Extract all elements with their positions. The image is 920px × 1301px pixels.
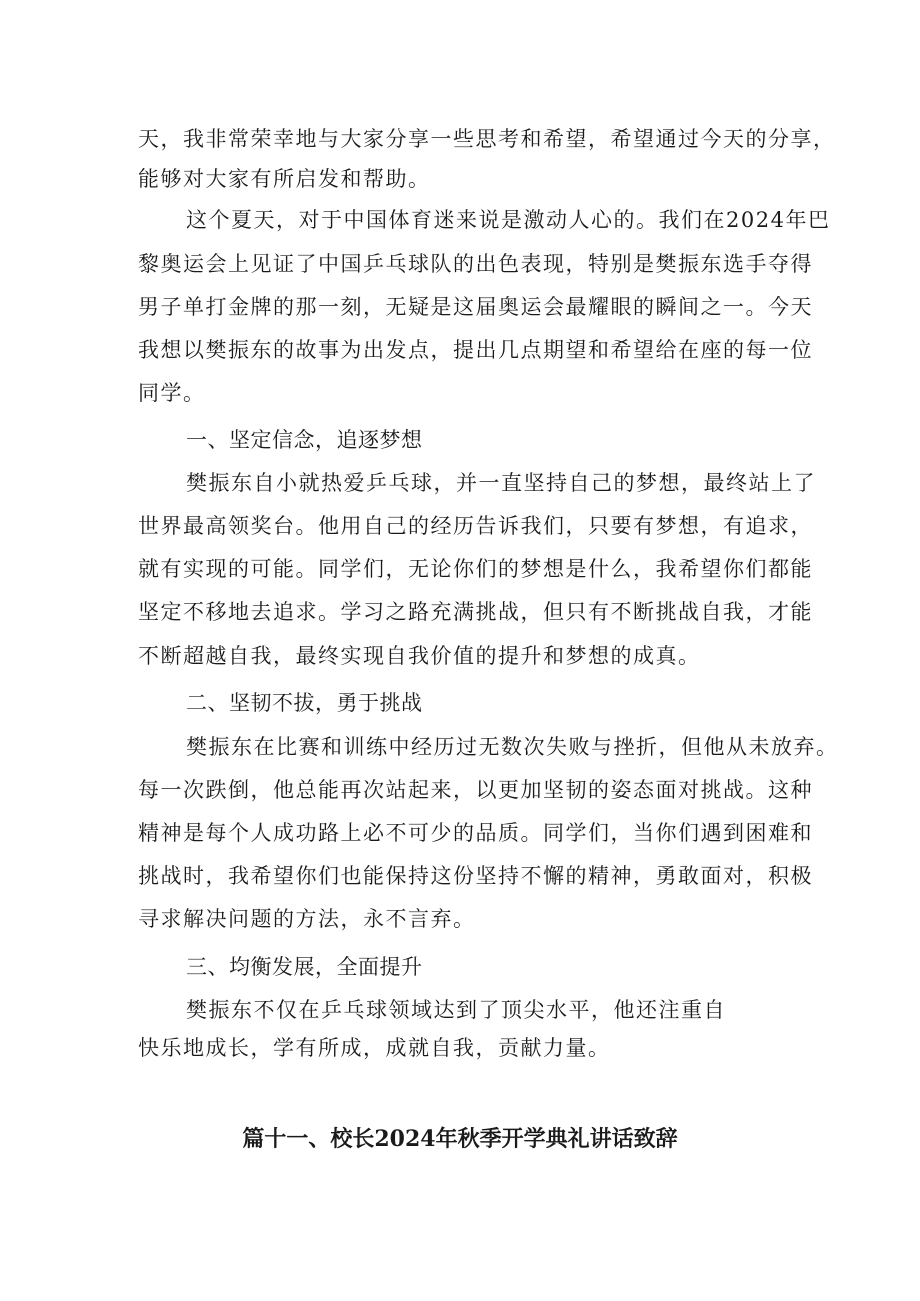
summer-paragraph-line-5: 同学。 — [138, 381, 206, 405]
summer-paragraph-line-2: 黎奥运会上见证了中国乒乓球队的出色表现，特别是樊振东选手夺得 — [138, 252, 813, 276]
section1-line-2: 世界最高领奖台。他用自己的经历告诉我们，只要有梦想，有追求， — [138, 514, 813, 538]
next-section-title: 篇十一、校长2024年秋季开学典礼讲话致辞 — [242, 1126, 678, 1152]
intro-line-2: 能够对大家有所启发和帮助。 — [138, 167, 431, 191]
section2-line-5: 寻求解决问题的方法，永不言弃。 — [138, 907, 476, 931]
section2-line-4: 挑战时，我希望你们也能保持这份坚持不懈的精神，勇敢面对，积极 — [138, 864, 813, 888]
section3-line-1: 樊振东不仅在乒乓球领域达到了顶尖水平，他还注重自 — [186, 998, 726, 1022]
summer-paragraph-line-4: 我想以樊振东的故事为出发点，提出几点期望和希望给在座的每一位 — [138, 338, 813, 362]
section-heading-1: 一、坚定信念，追逐梦想 — [186, 428, 423, 452]
section1-line-1: 樊振东自小就热爱乒乓球，并一直坚持自己的梦想，最终站上了 — [186, 471, 816, 495]
summer-paragraph-line-3: 男子单打金牌的那一刻，无疑是这届奥运会最耀眼的瞬间之一。今天 — [138, 295, 813, 319]
section-heading-3: 三、均衡发展，全面提升 — [186, 955, 423, 979]
section2-line-2: 每一次跌倒，他总能再次站起来，以更加坚韧的姿态面对挑战。这种 — [138, 778, 813, 802]
section2-line-1: 樊振东在比赛和训练中经历过无数次失败与挫折，但他从未放弃。 — [186, 735, 839, 759]
section-heading-2: 二、坚韧不拔，勇于挑战 — [186, 691, 423, 715]
section2-line-3: 精神是每个人成功路上必不可少的品质。同学们，当你们遇到困难和 — [138, 821, 813, 845]
section1-line-5: 不断超越自我，最终实现自我价值的提升和梦想的成真。 — [138, 644, 701, 668]
intro-line-1: 天，我非常荣幸地与大家分享一些思考和希望，希望通过今天的分享， — [138, 127, 836, 151]
section3-line-2: 快乐地成长，学有所成，成就自我，贡献力量。 — [138, 1036, 611, 1060]
summer-paragraph-line-1: 这个夏天，对于中国体育迷来说是激动人心的。我们在2024年巴 — [186, 208, 831, 232]
section1-line-3: 就有实现的可能。同学们，无论你们的梦想是什么，我希望你们都能 — [138, 557, 813, 581]
section1-line-4: 坚定不移地去追求。学习之路充满挑战，但只有不断挑战自我，才能 — [138, 600, 813, 624]
